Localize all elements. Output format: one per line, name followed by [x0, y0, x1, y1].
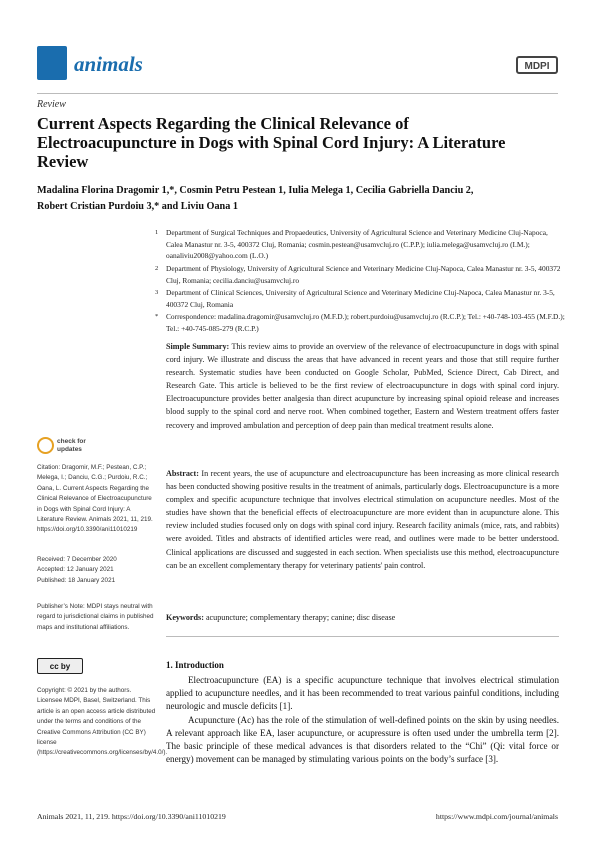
authors-line-1[interactable]: Madalina Florina Dragomir 1,*, Cosmin Petru Pestean 1, Iulia Melega 1, Cecilia Gabriella Danciu 2,	[37, 185, 474, 196]
journal-logo-icon	[37, 46, 67, 80]
published-date: Published: 18 January 2021	[37, 576, 116, 584]
affiliation-text: Department of Surgical Techniques and Propaedeutics, University of Agricultural Science and Veterinary Medicine Cluj-Napoca, Calea Manastur nr. 3-5, 400372 Cluj, Romania; cosmin.pestean@usamvcluj.ro (C.P.P.); iulia.melega@usamvcluj.ro (I.M.); oanaliviu2008@yahoo.com (L.O.)	[166, 228, 548, 260]
copyright-block[interactable]: Copyright: © 2021 by the authors. Licensee MDPI, Basel, Switzerland. This article is an open access article distributed under the terms and conditions of the Creative Commons Attribution (CC BY) license (https://creativecommons.org/licenses/by/4.0/).	[37, 687, 168, 757]
authors-line-2[interactable]: Robert Cristian Purdoiu 3,* and Liviu Oana 1	[37, 201, 238, 212]
section-divider	[166, 636, 559, 637]
author-list	[37, 183, 537, 215]
intro-paragraph-1	[166, 674, 559, 713]
affiliation-text: Department of Clinical Sciences, University of Agricultural Science and Veterinary Medicine Cluj-Napoca, Calea Manastur nr. 3-5, 400372 Cluj, Romania	[166, 288, 555, 309]
intro-heading: 1. Introduction	[166, 660, 224, 670]
citation-block[interactable]: Citation: Dragomir, M.F.; Pestean, C.P.; Melega, I.; Danciu, C.G.; Purdoiu, R.C.; Oana, L. Current Aspects Regarding the Clinical Relevance of Electroacupuncture in Dogs with Spinal Cord Injury: A Literature Review. Animals 2021, 11, 219. https://doi.org/10.3390/ani11010219	[37, 464, 153, 534]
simple-summary-text: This review aims to provide an overview of the relevance of electroacupuncture in dogs with spinal cord injury. We illustrate and discuss the areas that have advanced in recent years and those that still require further research. Systematic studies have been conducted on Google Scholar, PubMed, Science Direct, Cab Direct, and Research Gate. This article is believed to be the first review of electroacupuncture in dogs with spinal cord injury. Electroacupuncture provides better analgesia than direct acupuncture by increasing spinal opioid release and increases blood supply to the spinal cord and nerve root. When combined together, Eastern and Western treatment offers faster recovery and improved ambulation and perception of deep pain than medical treatment results alone.	[166, 342, 560, 430]
article-type: Review	[37, 99, 66, 110]
check-for-updates-icon[interactable]	[37, 437, 54, 454]
affiliation-number: *	[155, 313, 159, 320]
footer-url[interactable]: https://www.mdpi.com/journal/animals	[435, 812, 558, 821]
intro-p2-text: Acupuncture (Ac) has the role of the stimulation of well-defined points on the skin by using needles. A relevant approach like EA, laser acupuncture, or acupressure is often used under the umbrella term [2]. The basic principle of these medical advances is that disorders related to the “Chi” (Qi: vital force or energy) movement can be managed by stimulating various points on the body’s surface [3].	[166, 715, 559, 764]
affiliation-1	[155, 227, 566, 262]
accepted-date: Accepted: 12 January 2021	[37, 566, 114, 574]
intro-p1-text: Electroacupuncture (EA) is a specific acupuncture technique that involves electrical stimulation applied to acupuncture needles, and it has been recommended to treat various painful conditions, including neurologic and muscle deficits [1].	[166, 675, 559, 711]
journal-name[interactable]: animals	[74, 52, 143, 76]
affiliation-number: 2	[155, 265, 159, 272]
check-line-2: updates	[57, 446, 82, 453]
check-for-updates-label[interactable]	[57, 438, 86, 454]
affiliation-3	[155, 287, 566, 310]
received-date: Received: 7 December 2020	[37, 556, 117, 563]
affiliation-number: 3	[155, 289, 159, 296]
publisher-note: Publisher’s Note: MDPI stays neutral with regard to jurisdictional claims in published maps and institutional affiliations.	[37, 603, 154, 631]
dates-block	[37, 555, 157, 586]
abstract	[166, 467, 559, 572]
keywords-text: acupuncture; complementary therapy; canine; disc disease	[205, 613, 396, 622]
footer-citation[interactable]: Animals 2021, 11, 219. https://doi.org/10.3390/ani11010219	[37, 812, 226, 821]
mdpi-logo[interactable]: MDPI	[516, 56, 558, 74]
check-line-1: check for	[57, 438, 86, 445]
keywords	[166, 611, 559, 624]
abstract-text: In recent years, the use of acupuncture and electroacupuncture has been increasing as more clinical research has been conducted showing positive results in the treatment of animals, particularly dogs. Electroacupuncture is a more complex and specific acupuncture technique that involves electrical stimulation on acupuncture needles. Most of the studies have shown that the beneficial effects of electroacupuncture are more evident than in acupuncture alone. This review included studies focused only on dogs with spinal cord injury. Research facility animals (mice, rats, and rabbits) were avoided. Titles and abstracts of identified articles were read, and outlines were made to be better understood. Clinical applications are discussed and suggested in each section. When specialists use this method, electroacupuncture can be an excellent complementary therapy for veterinary patients' pain control.	[166, 469, 559, 570]
article-title: Current Aspects Regarding the Clinical Relevance of Electroacupuncture in Dogs with Spinal Cord Injury: A Literature Review	[37, 114, 506, 171]
abstract-label: Abstract:	[166, 469, 199, 478]
intro-paragraph-2	[166, 714, 559, 766]
affiliation-2	[155, 263, 566, 286]
keywords-label: Keywords:	[166, 613, 204, 622]
affiliation-text: Department of Physiology, University of Agricultural Science and Veterinary Medicine Cluj-Napoca, Calea Manastur nr. 3-5, 400372 Cluj, Romania; cecilia.danciu@usamvcluj.ro	[166, 264, 561, 285]
cc-by-license-icon[interactable]: cc by	[37, 658, 83, 674]
affiliation-number: 1	[155, 229, 159, 236]
simple-summary-label: Simple Summary:	[166, 342, 230, 351]
correspondence	[155, 311, 566, 334]
affiliation-text: Correspondence: madalina.dragomir@usamvcluj.ro (M.F.D.); robert.purdoiu@usamvcluj.ro (R.C.P.); Tel.: +40-748-103-455 (M.F.D.); Tel.: +40-745-085-279 (R.C.P.)	[166, 312, 565, 333]
simple-summary	[166, 340, 559, 432]
header-divider	[37, 93, 558, 94]
